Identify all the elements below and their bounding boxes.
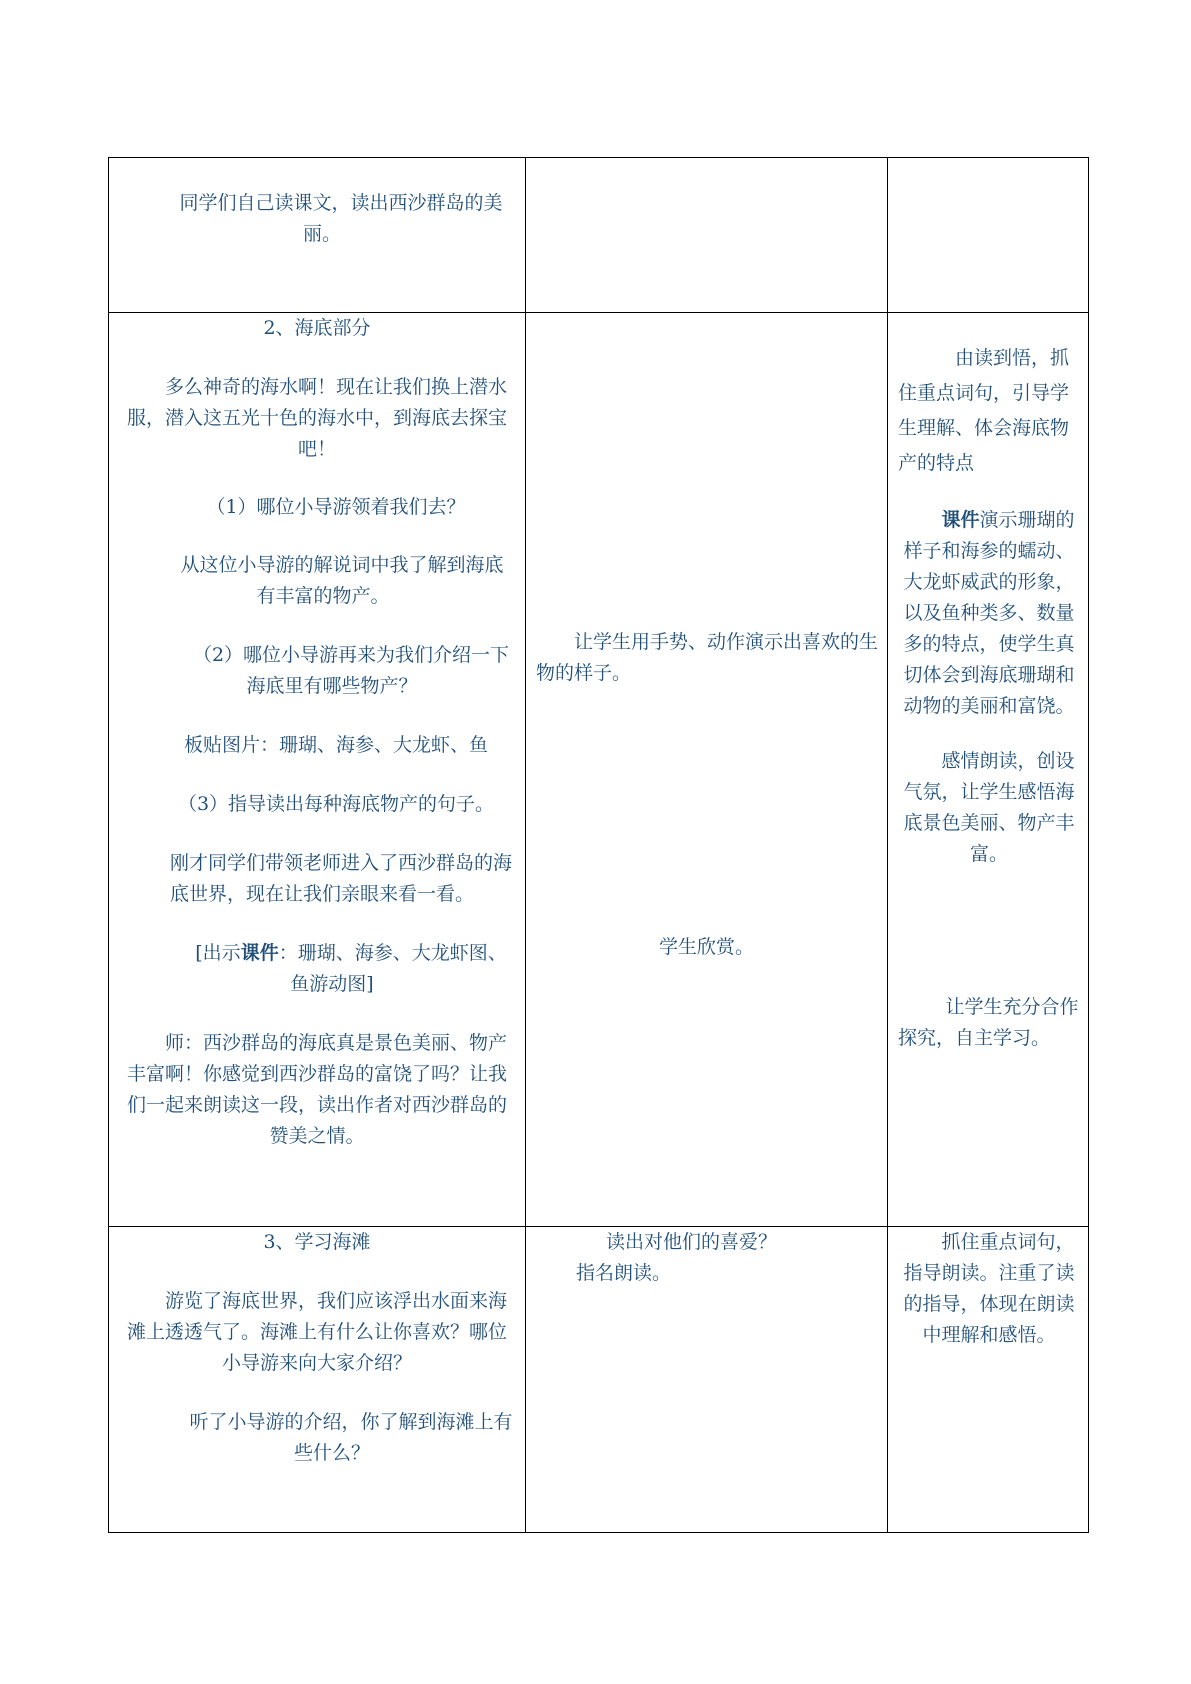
- paragraph: （3）指导读出每种海底物产的句子。: [177, 793, 495, 815]
- design-intent-cell: [888, 1227, 1089, 1533]
- paragraph: 听了小导游的介绍，你了解到海滩上有些什么？: [189, 1411, 513, 1464]
- table-row: [109, 158, 1089, 313]
- courseware-label: 课件: [240, 942, 279, 964]
- lesson-plan-table: [108, 157, 1089, 1533]
- section-heading: 2、海底部分: [263, 317, 371, 339]
- teaching-process-cell: [109, 158, 526, 313]
- paragraph: 多么神奇的海水啊！现在让我们换上潜水服，潜入这五光十色的海水中，到海底去探宝吧！: [126, 376, 507, 460]
- paragraph: 同学们自己读课文，读出西沙群岛的美丽。: [179, 192, 503, 245]
- paragraph: 游览了海底世界，我们应该浮出水面来海滩上透透气了。海滩上有什么让你喜欢？哪位小导游来向大家介绍？: [126, 1290, 507, 1374]
- paragraph: 读出对他们的喜爱？: [605, 1231, 777, 1253]
- student-activity-cell: [526, 158, 888, 313]
- paragraph: [888, 505, 1088, 722]
- paragraph: 感情朗读，创设气氛，让学生感悟海底景色美丽、物产丰富。: [903, 750, 1075, 865]
- paragraph: 指名朗读。: [576, 1262, 672, 1284]
- paragraph: 刚才同学们带领老师进入了西沙群岛的海底世界，现在让我们亲眼来看一看。: [169, 852, 512, 905]
- teaching-process-cell: [109, 1227, 526, 1533]
- teaching-process-cell: [109, 313, 526, 1227]
- text-span: 演示珊瑚的样子和海参的蠕动、大龙虾威武的形象，以及鱼种类多、数量多的特点，使学生真切体会到海底珊瑚和动物的美丽和富饶。: [903, 509, 1075, 717]
- courseware-label: 课件: [941, 509, 980, 531]
- paragraph: 让学生用手势、动作演示出喜欢的生物的样子。: [536, 631, 879, 684]
- table-row: [109, 1227, 1089, 1533]
- paragraph: 师：西沙群岛的海底真是景色美丽、物产丰富啊！你感觉到西沙群岛的富饶了吗？让我们一起来朗读这一段，读出作者对西沙群岛的赞美之情。: [126, 1032, 507, 1147]
- paragraph: 从这位小导游的解说词中我了解到海底有丰富的物产。: [180, 554, 504, 607]
- paragraph: 板贴图片：珊瑚、海参、大龙虾、鱼: [183, 734, 488, 756]
- text-span: [出示: [195, 942, 241, 964]
- paragraph: （1）哪位小导游领着我们去？: [206, 496, 466, 518]
- text-span: ：珊瑚、海参、大龙虾图、鱼游动图]: [278, 942, 507, 995]
- paragraph: 由读到悟，抓住重点词句，引导学生理解、体会海底物产的特点: [898, 347, 1070, 474]
- paragraph: （2）哪位小导游再来为我们介绍一下海底里有哪些物产？: [192, 644, 510, 697]
- student-activity-cell: [526, 1227, 888, 1533]
- paragraph: 抓住重点词句，指导朗读。注重了读的指导，体现在朗读中理解和感悟。: [903, 1231, 1075, 1346]
- table-row: [109, 313, 1089, 1227]
- paragraph: 学生欣赏。: [658, 936, 754, 958]
- design-intent-cell: [888, 313, 1089, 1227]
- student-activity-cell: [526, 313, 888, 1227]
- paragraph: [109, 938, 525, 1000]
- paragraph: 让学生充分合作探究，自主学习。: [898, 996, 1079, 1049]
- section-heading: 3、学习海滩: [263, 1231, 371, 1253]
- design-intent-cell: [888, 158, 1089, 313]
